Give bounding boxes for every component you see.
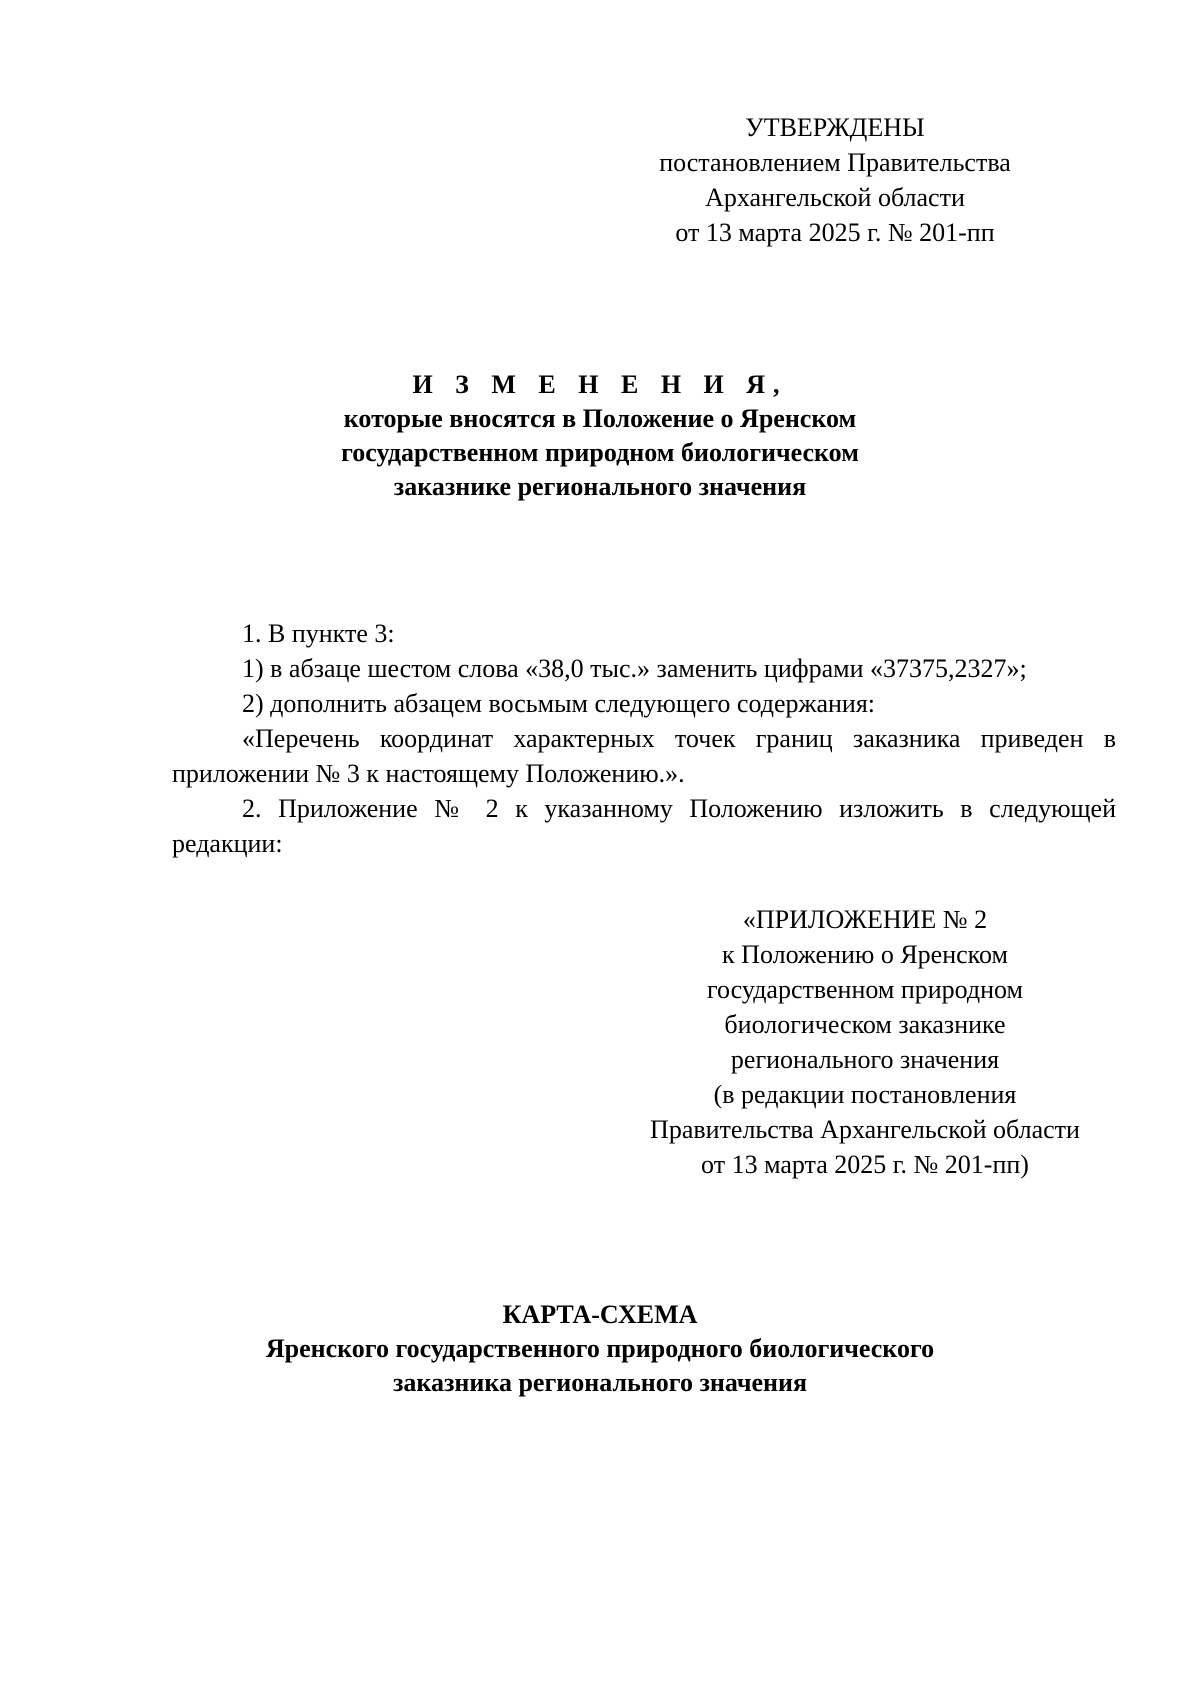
appendix-line: биологическом заказнике bbox=[724, 1010, 1006, 1039]
title-subtitle-line: заказнике регионального значения bbox=[393, 472, 807, 501]
title-main: И З М Е Н Е Н И Я, bbox=[412, 370, 788, 399]
approval-date: от 13 марта 2025 г. № 201-пп bbox=[675, 218, 995, 247]
appendix-line: (в редакции постановления bbox=[713, 1080, 1017, 1109]
document-title bbox=[200, 368, 1000, 504]
map-scheme-title bbox=[150, 1298, 1050, 1400]
appendix-line: государственном природном bbox=[706, 975, 1024, 1004]
appendix-date: от 13 марта 2025 г. № 201-пп) bbox=[701, 1150, 1029, 1179]
map-title-line: заказника регионального значения bbox=[392, 1368, 808, 1397]
appendix-line: к Положению о Яренском bbox=[722, 940, 1008, 969]
body-paragraph: 1. В пункте 3: bbox=[242, 619, 395, 648]
approval-line: Архангельской области bbox=[705, 183, 965, 212]
map-title-line: Яренского государственного природного биологического bbox=[265, 1334, 935, 1363]
body-paragraph: «Перечень координат характерных точек границ заказника приведен в приложении № 3 к настоящему Положению.». bbox=[172, 724, 1116, 788]
appendix-line: Правительства Архангельской области bbox=[650, 1115, 1080, 1144]
appendix-line: регионального значения bbox=[730, 1045, 1000, 1074]
appendix-heading: «ПРИЛОЖЕНИЕ № 2 bbox=[742, 905, 988, 934]
body-paragraph: 2. Приложение № 2 к указанному Положению изложить в следующей редакции: bbox=[172, 794, 1116, 858]
title-subtitle-line: государственном природном биологическом bbox=[341, 438, 859, 467]
approval-line: постановлением Правительства bbox=[659, 148, 1011, 177]
approval-heading: УТВЕРЖДЕНЫ bbox=[745, 113, 925, 142]
document-body bbox=[172, 616, 1116, 861]
body-paragraph: 1) в абзаце шестом слова «38,0 тыс.» заменить цифрами «37375,2327»; bbox=[242, 654, 1027, 683]
appendix-block bbox=[630, 902, 1100, 1182]
body-paragraph: 2) дополнить абзацем восьмым следующего содержания: bbox=[242, 689, 876, 718]
map-title-main: КАРТА-СХЕМА bbox=[502, 1300, 698, 1329]
approval-block bbox=[640, 110, 1030, 250]
title-subtitle-line: которые вносятся в Положение о Яренском bbox=[343, 404, 857, 433]
